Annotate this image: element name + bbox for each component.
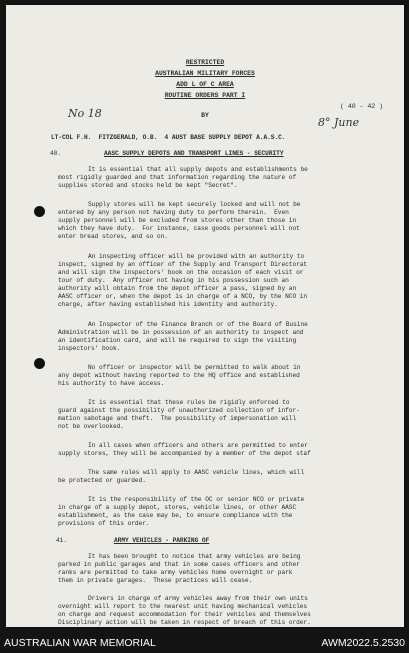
text-line: In all cases when officers and others are permitted to enter (88, 442, 308, 449)
text-line: them in private garages. These practices will cease. (58, 577, 253, 584)
text-line: inspectors' book. (58, 345, 121, 352)
text-line: guard against the possibility of unauthorized collection of infor- (58, 407, 300, 414)
text-line: parked in public garages and that in some cases officers and other (58, 561, 300, 568)
page-reference: ( 40 - 42 ) (340, 103, 383, 110)
text-line: An Inspector of the Finance Branch or of the Board of Busine (88, 321, 308, 328)
punch-hole (34, 206, 45, 217)
restricted-heading: RESTRICTED (185, 59, 225, 66)
text-line: supplies stored and stocks held be kept "Secret". (58, 182, 238, 189)
handwritten-number: No 18 (68, 107, 102, 120)
org-heading: AUSTRALIAN MILITARY FORCES (155, 70, 255, 77)
text-line: entered by any person not having duty to perform therein. Even (58, 209, 289, 216)
routine-orders-heading: ROUTINE ORDERS PART I (164, 92, 246, 99)
by-heading: BY (201, 112, 209, 119)
text-line: most rigidly guarded and that information regarding the nature of (58, 174, 297, 181)
text-line: overnight will report to the nearest unit having mechanical vehicles (58, 603, 308, 610)
text-line: which they have duty. For instance, case goods personnel will not (58, 225, 300, 232)
text-line: charge, after having established his identity and authority. (58, 301, 278, 308)
text-line: on charge and request accommodation for their vehicles and themselves (58, 611, 311, 618)
text-line: an identification card, and will be required to sign the visiting (58, 337, 297, 344)
text-line: Supply stores will be kept securely locked and will not be (88, 201, 301, 208)
text-line: Drivers in charge of army vehicles away from their own units (88, 595, 308, 602)
text-line: inspect, signed by an officer of the Supply and Transport Directorat (58, 261, 308, 268)
footer-accession-number: AWM2022.5.2530 (321, 637, 405, 649)
section-41-number: 41. (56, 537, 67, 544)
unit-heading: ADD L OF C AREA (176, 81, 234, 88)
text-line: not be overlooked. (58, 423, 124, 430)
text-line: It is essential that these rules be rigidly enforced to (88, 399, 290, 406)
text-line: establishment, as the case may be, to ensure compliance with the (58, 512, 293, 519)
text-line: provisions of this order. (58, 520, 150, 527)
text-line: AASC officer or, when the depot is in charge of a NCO, by the NCO in (58, 293, 308, 300)
text-line: An inspecting officer will be provided with an authority to (88, 253, 305, 260)
text-line: be protected or guarded. (58, 477, 146, 484)
text-line: The same rules will apply to AASC vehicle lines, which will (88, 469, 305, 476)
text-line: tour of duty. Any officer not having in his possession such an (58, 277, 289, 284)
text-line: Disciplinary action will be taken in respect of breach of this order. (58, 619, 311, 626)
text-line: It is the responsibility of the OC or senior NCO or private (88, 496, 305, 503)
document-page (6, 5, 404, 627)
text-line: any depot without having reported to the HQ office and established (58, 372, 300, 379)
handwritten-initials: 8° June (318, 116, 360, 129)
punch-hole (34, 358, 45, 369)
text-line: supply personnel will be excluded from stores other than those in (58, 217, 297, 224)
text-line: It has been brought to notice that army vehicles are being (88, 553, 301, 560)
text-line: mation sabotage and theft. The possibility of impersonation will (58, 415, 297, 422)
text-line: Administration will be in possession of an authority to inspect and (58, 329, 304, 336)
text-line: his authority to have access. (58, 380, 165, 387)
footer-source: AUSTRALIAN WAR MEMORIAL (4, 637, 156, 649)
text-line: It is essential that all supply depots and establishments be (88, 166, 308, 173)
text-line: in charge of a supply depot, stores, vehicle lines, or other AASC (58, 504, 297, 511)
section-40-number: 40. (50, 150, 61, 157)
section-40-title: AASC SUPPLY DEPOTS AND TRANSPORT LINES - SECURITY (104, 150, 284, 157)
section-41-title: ARMY VEHICLES - PARKING OF (114, 537, 210, 544)
text-line: and will sign the inspectors' book on the occasion of each visit or (58, 269, 304, 276)
text-line: enter bread stores, and so on. (58, 233, 168, 240)
commander-line: LT-COL F.H. FITZGERALD, O.B. 4 AUST BASE SUPPLY DEPOT A.A.S.C. (51, 134, 286, 141)
text-line: authority will obtain from the depot officer a pass, signed by an (58, 285, 297, 292)
text-line: supply stores, they will be accompanied by a member of the depot staf (58, 450, 311, 457)
text-line: No officer or inspector will be permitted to walk about in (88, 364, 301, 371)
text-line: ranks are permitted to take army vehicles home overnight or park (58, 569, 293, 576)
